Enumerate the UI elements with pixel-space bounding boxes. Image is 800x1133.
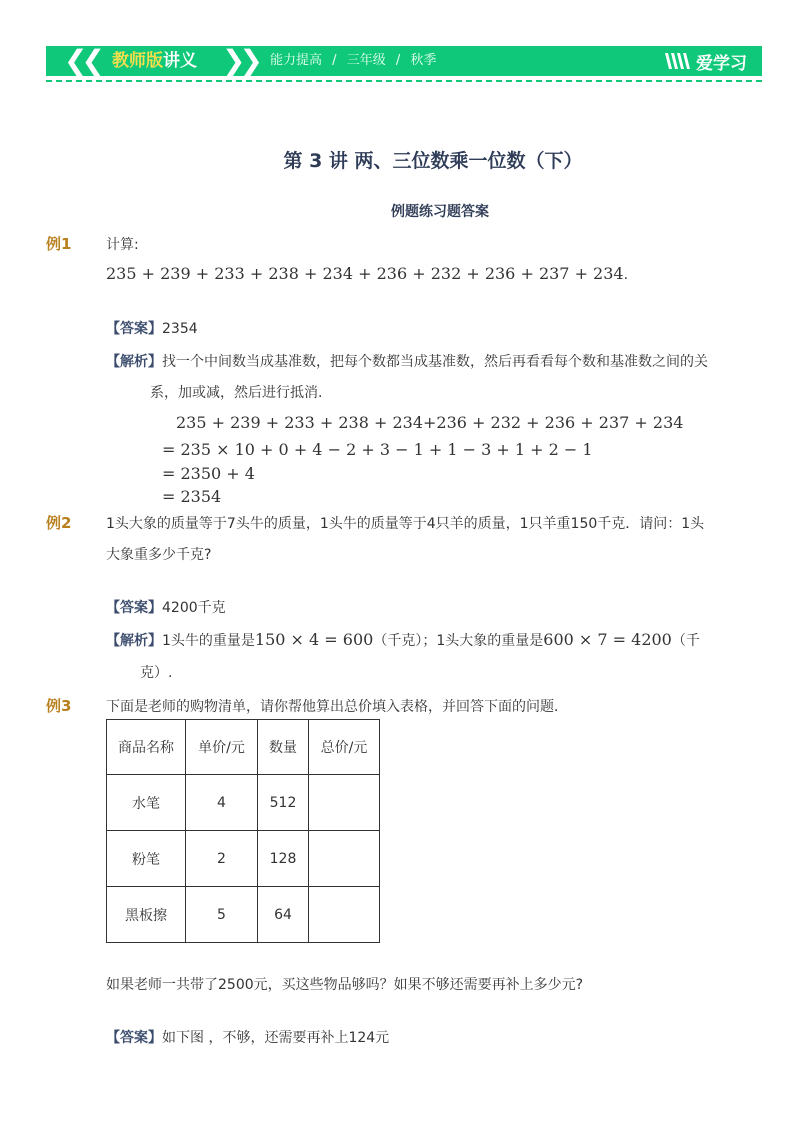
example-1-step-4: = 2354 [162, 487, 222, 506]
table-header-cell: 总价/元 [309, 720, 380, 775]
example-1-period: . [623, 267, 629, 283]
example-3-prompt: 下面是老师的购物清单，请你帮他算出总价填入表格，并回答下面的问题． [106, 699, 568, 715]
example-2-answer-value: 4200千克 [162, 600, 226, 616]
shopping-list-table [106, 719, 380, 943]
lecture-title: 第 3 讲 两、三位数乘一位数（下） [283, 150, 583, 172]
example-1-prompt: 计算: [106, 237, 139, 253]
answer-tag: 【答案】 [106, 1030, 162, 1046]
table-header-cell: 单价/元 [186, 720, 258, 775]
double-chevron-left-icon: ❮❮ [64, 44, 99, 77]
crumb-separator: / [395, 53, 401, 68]
table-cell: 2 [186, 831, 258, 887]
table-cell: 黑板擦 [107, 887, 186, 943]
table-header-cell: 数量 [258, 720, 309, 775]
analysis-tag: 【解析】 [106, 633, 162, 649]
example-2-analysis-math-2: 600 × 7 = 4200 [543, 630, 672, 649]
table-header-row [107, 720, 380, 775]
example-2-line2: 大象重多少千克? [106, 547, 212, 563]
example-1-analysis-line1: 找一个中间数当成基准数，把每个数都当成基准数，然后再看看每个数和基准数之间的关 [162, 354, 708, 370]
example-1-label: 例1 [46, 235, 72, 253]
brand-logo [664, 46, 747, 76]
header-dashed-divider [46, 80, 762, 82]
table-header-cell: 商品名称 [107, 720, 186, 775]
table-cell: 64 [258, 887, 309, 943]
example-2-answer [106, 597, 226, 617]
example-2-analysis [106, 630, 700, 650]
example-2-analysis-line2: 克）. [140, 665, 173, 681]
table-cell: 5 [186, 887, 258, 943]
example-1-step-3: = 2350 + 4 [162, 464, 255, 483]
table-cell [309, 831, 380, 887]
table-row [107, 775, 380, 831]
brand-logo-icon [664, 50, 692, 72]
example-1-expression-line [106, 264, 628, 283]
table-row [107, 887, 380, 943]
answer-tag: 【答案】 [106, 321, 162, 337]
crumb-season: 秋季 [410, 53, 437, 68]
table-cell [309, 775, 380, 831]
example-1-step-2: = 235 × 10 + 0 + 4 − 2 + 3 − 1 + 1 − 3 + 1 + 2 − 1 [162, 440, 593, 459]
breadcrumb [270, 46, 442, 76]
table-cell: 粉笔 [107, 831, 186, 887]
table-cell: 128 [258, 831, 309, 887]
example-1-analysis-line2: 系，加或减，然后进行抵消. [150, 385, 323, 401]
table-row [107, 831, 380, 887]
table-cell: 4 [186, 775, 258, 831]
section-subtitle: 例题练习题答案 [391, 204, 489, 220]
example-1-expression: 235 + 239 + 233 + 238 + 234 + 236 + 232 + 236 + 237 + 234 [106, 264, 624, 283]
example-2-analysis-text-a: 1头牛的重量是 [162, 633, 255, 649]
crumb-separator: / [332, 53, 337, 68]
double-chevron-right-icon: ❯❯ [222, 44, 257, 77]
example-1-analysis [106, 351, 708, 371]
teacher-edition-title [112, 46, 197, 76]
example-2-label: 例2 [46, 514, 72, 532]
table-cell: 水笔 [107, 775, 186, 831]
table-cell: 512 [258, 775, 309, 831]
answer-tag: 【答案】 [106, 600, 162, 616]
example-1-step-1: 235 + 239 + 233 + 238 + 234+236 + 232 + 236 + 237 + 234 [176, 413, 684, 432]
example-3-answer [106, 1027, 389, 1047]
example-2-analysis-text-c: （千 [671, 633, 700, 649]
teacher-title-part1: 教师版 [112, 51, 163, 71]
analysis-tag: 【解析】 [106, 354, 162, 370]
example-3-answer-value: 如下图 ，不够，还需要再补上124元 [162, 1030, 390, 1046]
example-2-analysis-text-b: （千克）；1头大象的重量是 [373, 633, 544, 649]
crumb-level: 能力提高 [270, 53, 323, 68]
brand-logo-text: 爱学习 [696, 53, 747, 74]
teacher-title-part2: 讲义 [163, 51, 197, 71]
example-3-question: 如果老师一共带了2500元，买这些物品够吗？如果不够还需要再补上多少元? [106, 977, 584, 993]
example-1-answer [106, 318, 198, 338]
example-2-analysis-math-1: 150 × 4 = 600 [254, 630, 374, 649]
example-2-line1: 1头大象的质量等于7头牛的质量，1头牛的质量等于4只羊的质量，1只羊重150千克．请问：1头 [106, 516, 705, 532]
crumb-grade: 三年级 [346, 53, 386, 68]
example-3-label: 例3 [46, 697, 72, 715]
example-1-answer-value: 2354 [162, 321, 198, 337]
table-cell [309, 887, 380, 943]
